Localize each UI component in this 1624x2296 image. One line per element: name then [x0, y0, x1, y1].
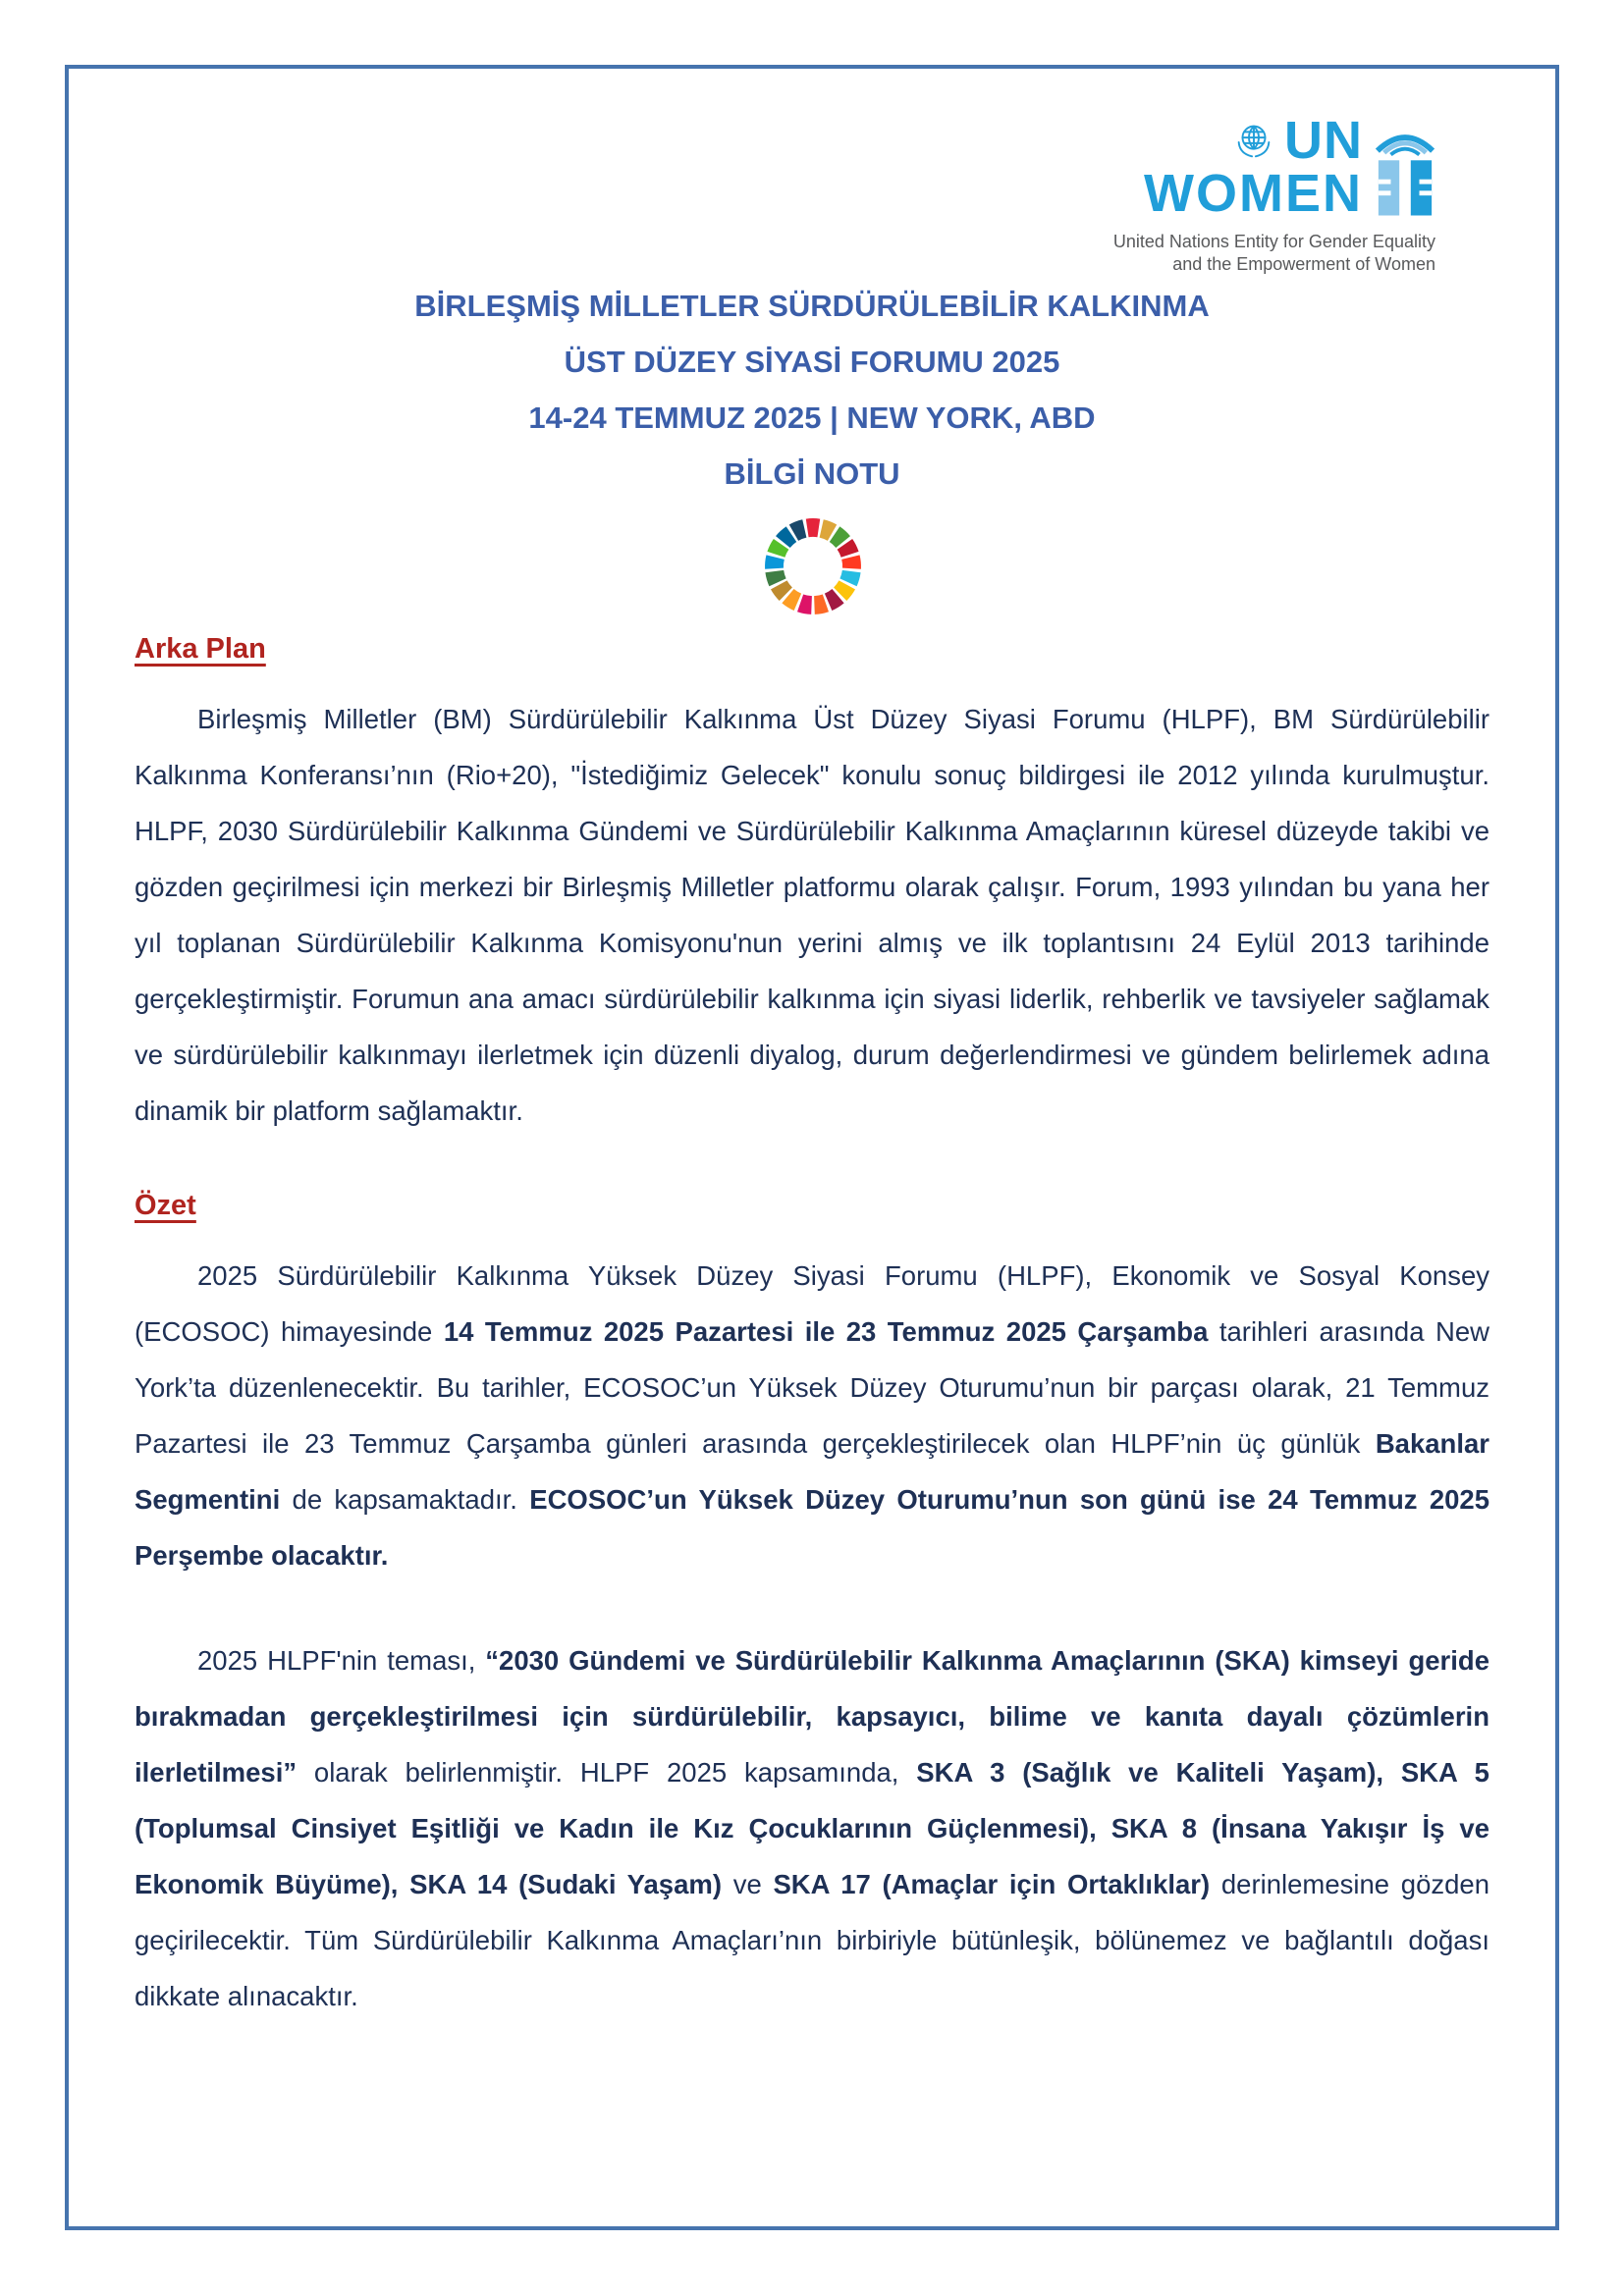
title-line-3: 14-24 TEMMUZ 2025 | NEW YORK, ABD: [528, 400, 1096, 435]
text-run: derinlemesine gözden geçirilecektir. Tüm Sürdürülebilir Kalkınma Amaçları’nın birbiriyle bütünleşik, bölünemez ve bağlantılı doğası dikkate alınacaktır.: [135, 1869, 1489, 2011]
paragraph: [135, 1248, 1489, 1583]
section-paragraphs: [135, 691, 1489, 1139]
sdg-wheel-segment: [841, 555, 861, 568]
logo-tagline-line2: and the Empowerment of Women: [1172, 254, 1435, 275]
logo-row-un: [1231, 111, 1363, 170]
logo-tagline: [1113, 231, 1435, 276]
logo-un-text: UN: [1284, 111, 1363, 170]
sdg-wheel-icon: [763, 516, 863, 616]
bold-run: “2030 Gündemi ve Sürdürülebilir Kalkınma Amaçlarının (SKA) kimseyi geride bırakmadan gerçekleştirilmesi için sürdürülebilir, kapsayıcı, bilime ve kanıta dayalı çözümlerin ilerletilmesi”: [135, 1645, 1489, 1788]
document-title-block: [135, 278, 1489, 502]
title-line-4: BİLGİ NOTU: [724, 456, 900, 491]
text-run: 2025 HLPF'nin teması,: [197, 1645, 486, 1676]
bold-run: ECOSOC’un Yüksek Düzey Oturumu’nun son günü ise 24 Temmuz 2025 Perşembe olacaktır.: [135, 1484, 1489, 1571]
section-paragraphs: [135, 1248, 1489, 2024]
document-body: [135, 631, 1489, 2024]
section-heading-ozet: Özet: [135, 1190, 196, 1221]
logo-women-text: WOMEN: [1144, 164, 1363, 223]
paragraph: [135, 691, 1489, 1139]
logo-main: [1144, 111, 1435, 223]
bold-run: SKA 17 (Amaçlar için Ortaklıklar): [773, 1869, 1211, 1899]
section-ozet: [135, 1188, 1489, 2024]
text-run: Birleşmiş Milletler (BM) Sürdürülebilir Kalkınma Üst Düzey Siyasi Forumu (HLPF), BM Sürdürülebilir Kalkınma Konferansı’nın (Rio+20), "İstediğimiz Gelecek" konulu sonuç bildirgesi ile 2012 yılında kurulmuştur. HLPF, 2030 Sürdürülebilir Kalkınma Gündemi ve Sürdürülebilir Kalkınma Amaçlarının küresel düzeyde takibi ve gözden geçirilmesi için merkezi bir Birleşmiş Milletler platformu olarak çalışır. Forum, 1993 yılından bu yana her yıl toplanan Sürdürülebilir Kalkınma Komisyonu'nun yerini almış ve ilk toplantısını 24 Eylül 2013 tarihinde gerçekleştirmiştir. Forumun ana amacı sürdürülebilir kalkınma için siyasi liderlik, rehberlik ve tavsiyeler sağlamak ve sürdürülebilir kalkınmayı ilerletmek için düzenli diyalog, durum değerlendirmesi ve gündem belirlemek adına dinamik bir platform sağlamaktır.: [135, 704, 1489, 1126]
paragraph: [135, 1632, 1489, 2024]
un-women-logo: [1112, 111, 1435, 276]
bold-run: Bakanlar Segmentini: [135, 1428, 1489, 1515]
sdg-wheel-segment: [806, 518, 820, 537]
text-run: 2025 Sürdürülebilir Kalkınma Yüksek Düzey Siyasi Forumu (HLPF), Ekonomik ve Sosyal Konsey (ECOSOC) himayesinde: [135, 1260, 1489, 1347]
text-run: de kapsamaktadır.: [280, 1484, 530, 1515]
bold-run: SKA 3 (Sağlık ve Kaliteli Yaşam), SKA 5 (Toplumsal Cinsiyet Eşitliği ve Kadın ile Kız Çocuklarının Güçlenmesi), SKA 8 (İnsana Yakışır İş ve Ekonomik Büyüme), SKA 14 (Sudaki Yaşam): [135, 1757, 1489, 1899]
text-run: tarihleri arasında New York’ta düzenlenecektir. Bu tarihler, ECOSOC’un Yüksek Düzey Oturumu’nun bir parçası olarak, 21 Temmuz Pazartesi ile 23 Temmuz Çarşamba günleri arasında gerçekleştirilecek olan HLPF’nin üç günlük: [135, 1316, 1489, 1459]
title-line-2: ÜST DÜZEY SİYASİ FORUMU 2025: [564, 345, 1060, 379]
un-women-symbol-icon: [1375, 121, 1435, 219]
text-run: ve: [722, 1869, 774, 1899]
section-heading-arka-plan: Arka Plan: [135, 633, 266, 665]
title-line-1: BİRLEŞMİŞ MİLLETLER SÜRDÜRÜLEBİLİR KALKINMA: [414, 289, 1210, 323]
bold-run: 14 Temmuz 2025 Pazartesi ile 23 Temmuz 2025 Çarşamba: [443, 1316, 1209, 1347]
text-run: olarak belirlenmiştir. HLPF 2025 kapsamında,: [297, 1757, 917, 1788]
sdg-wheel-segment: [765, 555, 785, 568]
section-arka-plan: [135, 631, 1489, 1139]
logo-text-column: [1144, 111, 1363, 223]
un-emblem-icon: [1231, 118, 1276, 163]
logo-tagline-line1: United Nations Entity for Gender Equality: [1112, 232, 1435, 252]
